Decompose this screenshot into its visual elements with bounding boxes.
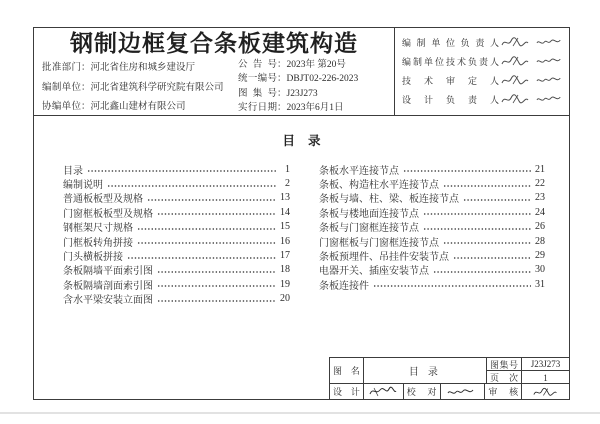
dot-leader xyxy=(157,270,276,274)
dot-leader xyxy=(157,284,276,288)
signature-icon xyxy=(533,386,559,398)
info-label: 公告号 xyxy=(238,60,277,70)
dot-leader xyxy=(157,212,276,216)
dot-leader xyxy=(443,241,531,245)
approval-info-column xyxy=(42,63,238,113)
toc-entry-title: 条板与楼地面连接节点 xyxy=(319,208,419,220)
colon: ： xyxy=(81,82,91,93)
title-block-bottom xyxy=(330,384,569,399)
design-label-text: 设计 xyxy=(333,387,360,397)
toc-entry-title: 电器开关、插座安装节点 xyxy=(319,266,429,278)
dot-leader xyxy=(443,184,531,188)
check-label-text: 校对 xyxy=(406,387,437,397)
signature-icon xyxy=(501,74,531,86)
info-row xyxy=(238,74,394,85)
atlas-no-label xyxy=(486,358,521,370)
dot-leader xyxy=(127,256,276,260)
toc-entry-title: 条板预埋件、吊挂件安装节点 xyxy=(319,252,449,264)
info-label: 批准部门 xyxy=(42,63,81,73)
info-label: 协编单位 xyxy=(42,102,81,112)
colon: ： xyxy=(277,88,287,99)
info-row xyxy=(42,63,238,74)
atlas-no-value: J23J273 xyxy=(521,358,569,370)
toc-entry-page: 13 xyxy=(280,192,290,204)
toc-column-right xyxy=(319,162,545,292)
toc-entry xyxy=(63,248,290,262)
atlas-no-label-text: 图集号 xyxy=(490,359,518,370)
signer-row xyxy=(402,36,564,48)
toc-entry xyxy=(319,263,545,277)
toc-entry-page: 15 xyxy=(280,221,290,233)
check-signature xyxy=(440,384,485,399)
header-left-panel xyxy=(34,28,395,115)
dot-leader xyxy=(137,241,276,245)
toc-entry-page: 24 xyxy=(535,206,545,218)
document-title: 钢制边框复合条板建筑构造 xyxy=(70,31,358,56)
info-value: 河北省住房和城乡建设厅 xyxy=(90,63,196,73)
page-no-row xyxy=(486,371,569,384)
dot-leader xyxy=(373,284,531,288)
signer-row xyxy=(402,74,564,86)
review-label-text: 审核 xyxy=(488,387,519,397)
toc-entry-page: 22 xyxy=(535,178,545,190)
toc-entry-page: 20 xyxy=(280,293,290,305)
toc-entry-page: 14 xyxy=(280,206,290,218)
page-label-text: 页次 xyxy=(490,373,518,383)
signer-label: 编制单位负责人 xyxy=(402,37,499,48)
signature-icon xyxy=(447,386,477,398)
toc-entry-page: 31 xyxy=(535,278,545,290)
toc-entry-title: 目录 xyxy=(63,165,83,177)
info-row xyxy=(238,89,394,100)
info-value: 河北省建筑科学研究院有限公司 xyxy=(90,82,224,93)
info-label: 统一编号 xyxy=(238,74,277,85)
toc-heading: 目录 xyxy=(282,134,334,148)
toc-entry xyxy=(319,205,545,219)
toc-entry-title: 含水平梁安装立面图 xyxy=(63,295,153,307)
toc-column-left xyxy=(63,162,290,306)
toc-entry xyxy=(63,162,290,176)
dot-leader xyxy=(157,299,276,303)
toc-entry-page: 29 xyxy=(535,250,545,262)
toc-entry-title: 条板、构造柱水平连接节点 xyxy=(319,180,439,192)
colon: ： xyxy=(277,60,287,70)
toc-entry-page: 18 xyxy=(280,264,290,276)
signature-icon xyxy=(501,55,531,67)
toc-entry xyxy=(63,277,290,291)
title-block-top xyxy=(330,358,569,384)
info-value: 2023年6月1日 xyxy=(286,102,344,113)
toc-entry xyxy=(63,234,290,248)
toc-entry-title: 条板与墙、柱、梁、板连接节点 xyxy=(319,194,459,206)
dot-leader xyxy=(147,198,276,202)
toc-entry-page: 19 xyxy=(280,278,290,290)
toc-entry-title: 条板隔墙剖面索引图 xyxy=(63,280,153,292)
signature-icon xyxy=(536,93,564,105)
toc-entry xyxy=(319,176,545,190)
colon: ： xyxy=(277,74,287,85)
signature-icon xyxy=(501,36,531,48)
info-row xyxy=(238,60,394,71)
design-label xyxy=(330,384,363,399)
toc-entry-title: 门窗框板板型及规格 xyxy=(63,208,153,220)
toc-entry xyxy=(319,248,545,262)
info-value: 河北鑫山建材有限公司 xyxy=(90,102,186,112)
toc-entry-title: 编制说明 xyxy=(63,180,103,192)
signature-icon xyxy=(536,36,564,48)
toc-entry xyxy=(319,162,545,176)
toc-entry-page: 17 xyxy=(280,250,290,262)
toc-entry-title: 条板连接件 xyxy=(319,280,369,292)
toc-entry-title: 普通板板型及规格 xyxy=(63,194,143,206)
colon: ： xyxy=(81,102,91,112)
number-info-column xyxy=(238,60,394,114)
signature-icon xyxy=(536,74,564,86)
toc-entry xyxy=(319,220,545,234)
toc-entry xyxy=(63,205,290,219)
toc-entry xyxy=(63,292,290,306)
toc-entry-title: 门框板转角拼接 xyxy=(63,237,133,249)
dot-leader xyxy=(433,270,531,274)
info-row xyxy=(238,103,394,114)
responsible-persons-panel xyxy=(395,28,569,115)
toc-entry-page: 16 xyxy=(280,235,290,247)
toc-entry-page: 23 xyxy=(535,192,545,204)
design-signature xyxy=(363,384,403,399)
colon: ： xyxy=(81,63,91,73)
dot-leader xyxy=(463,198,531,202)
toc-entry xyxy=(63,176,290,190)
colon: ： xyxy=(277,102,287,113)
toc-entry xyxy=(319,234,545,248)
toc-entry-title: 门窗框板与门窗框连接节点 xyxy=(319,237,439,249)
toc-entry xyxy=(63,263,290,277)
signature-icon xyxy=(501,93,531,105)
toc-entry-title: 条板隔墙平面索引图 xyxy=(63,266,153,278)
dot-leader xyxy=(423,227,531,231)
toc-entry-page: 2 xyxy=(285,178,290,190)
title-block-right xyxy=(486,358,569,383)
atlas-no-row xyxy=(486,358,569,371)
sheet-name-label xyxy=(330,358,363,383)
dot-leader xyxy=(87,169,276,173)
toc-entry-page: 21 xyxy=(535,163,545,175)
toc-entry-page: 30 xyxy=(535,264,545,276)
info-label: 实行日期 xyxy=(238,102,277,113)
info-value: 2023年 第20号 xyxy=(286,60,346,70)
sheet-name: 目录 xyxy=(363,358,486,383)
toc-entry xyxy=(63,191,290,205)
info-row xyxy=(42,102,238,113)
review-signature xyxy=(521,384,569,399)
dot-leader xyxy=(423,212,531,216)
info-row xyxy=(42,83,238,94)
page-label xyxy=(486,371,521,384)
sheet-header xyxy=(34,28,569,116)
title-block xyxy=(329,357,569,399)
toc-entry-title: 钢框架尺寸规格 xyxy=(63,223,133,235)
toc-entry-title: 门头横板拼接 xyxy=(63,252,123,264)
signer-label: 设计负责人 xyxy=(402,94,499,105)
toc-entry-page: 26 xyxy=(535,221,545,233)
info-label: 图集号 xyxy=(238,88,277,99)
signer-label: 技术审定人 xyxy=(402,75,499,86)
toc-entry xyxy=(63,220,290,234)
signer-label: 编制单位技术负责人 xyxy=(402,56,499,67)
toc-entry-title: 条板与门窗框连接节点 xyxy=(319,223,419,235)
info-value: J23J273 xyxy=(286,88,318,99)
check-label xyxy=(403,384,440,399)
dot-leader xyxy=(107,184,276,188)
signature-icon xyxy=(368,386,398,398)
review-label xyxy=(484,384,521,399)
toc-entry-page: 28 xyxy=(535,235,545,247)
toc-entry-page: 1 xyxy=(285,163,290,175)
info-label: 编制单位 xyxy=(42,82,81,93)
header-info xyxy=(34,60,394,114)
signature-icon xyxy=(536,55,564,67)
dot-leader xyxy=(453,256,531,260)
sheet-name-label-text: 图名 xyxy=(333,366,360,376)
toc-entry-title: 条板水平连接节点 xyxy=(319,165,399,177)
info-value: DBJT02-226-2023 xyxy=(286,74,359,85)
dot-leader xyxy=(137,227,276,231)
toc-entry xyxy=(319,277,545,291)
signer-row xyxy=(402,55,564,67)
page-value: 1 xyxy=(521,371,569,384)
page-edge-shadow xyxy=(0,412,600,414)
dot-leader xyxy=(403,169,531,173)
toc-entry xyxy=(319,191,545,205)
signer-row xyxy=(402,93,564,105)
sheet-frame xyxy=(33,27,570,400)
